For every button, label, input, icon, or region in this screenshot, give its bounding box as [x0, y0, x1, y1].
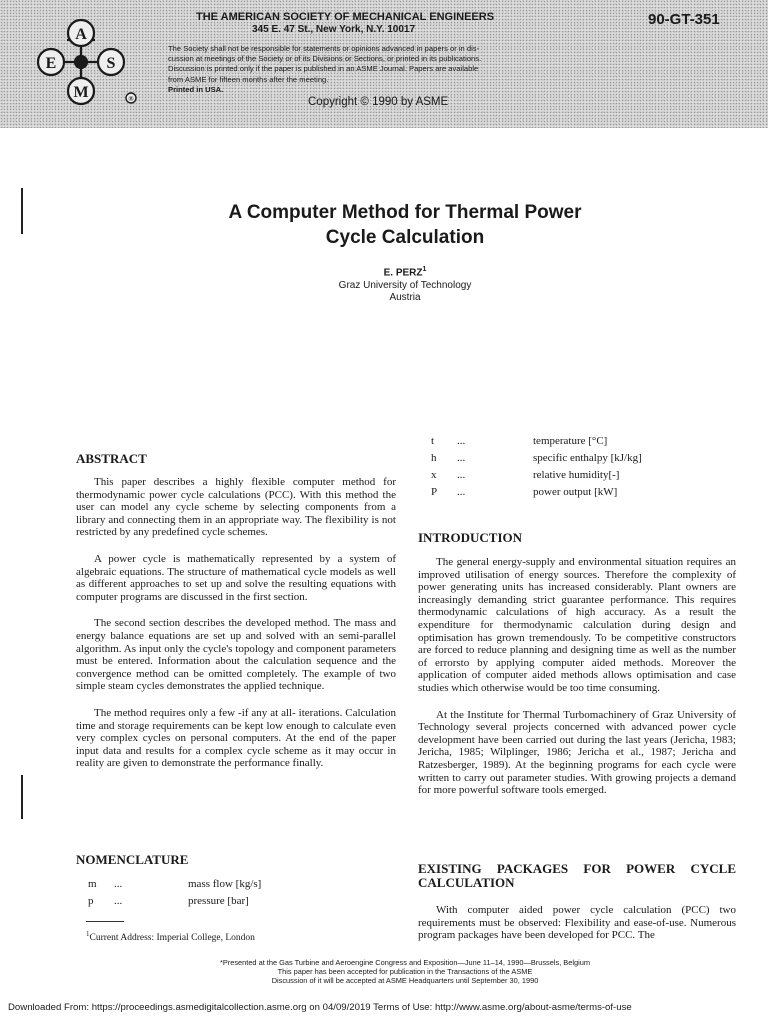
logo-letter-a: A [75, 26, 87, 43]
nomenclature-row [431, 452, 731, 469]
nomenclature-row [431, 486, 731, 503]
abstract-paragraph: The second section describes the developed method. The mass and energy balance equations are set up and solved with an semi-parallel algorithm. As input only the cycle's topology and component parameters must be entered. Information about the calculation sequence and the convergence method can be omitted completely. The example of two simple steam cycles demonstrates the applied technique. [76, 617, 396, 693]
org-name: THE AMERICAN SOCIETY OF MECHANICAL ENGINEERS [196, 11, 495, 23]
presentation-line: Discussion of it will be accepted at ASME Headquarters until September 30, 1990 [271, 976, 539, 985]
nomenclature-row [431, 435, 731, 452]
margin-bar [21, 775, 23, 819]
footnote-text: Current Address: Imperial College, London [89, 933, 255, 944]
disclaimer-line: Printed in USA. [168, 84, 224, 94]
nom-definition: relative humidity[-] [533, 469, 620, 481]
disclaimer [168, 44, 548, 95]
paper-number: 90-GT-351 [648, 11, 720, 28]
nom-dots: ... [457, 452, 466, 464]
footnote [86, 930, 255, 943]
disclaimer-line: The Society shall not be responsible for statements or opinions advanced in papers or in dis- [168, 44, 480, 53]
author-name-line [230, 264, 580, 280]
abstract-body [76, 476, 396, 784]
nom-dots: ... [114, 878, 123, 890]
introduction-paragraph: At the Institute for Thermal Turbomachinery of Graz University of Technology several projects concerned with advanced power cycle development have been carried out during the last years (Jericha, 1983; Jericha, 1985; Wilplinger, 1986; Jericha et al., 1987; Jericha and Ratzesberger, 1989). At the beginning programs for each cycle were written to carry out parameter studies. With growing projects a demand for more powerful software tools emerged. [418, 708, 736, 797]
existing-paragraph: With computer aided power cycle calculation (PCC) two requirements must be observed: Flexibility and ease-of-use. Numerous program packages have been developed for PCC. The [418, 904, 736, 942]
margin-bar [21, 188, 23, 234]
nom-definition: specific enthalpy [kJ/kg] [533, 452, 642, 464]
nomenclature-right [431, 435, 731, 503]
abstract-heading: ABSTRACT [76, 451, 147, 466]
title-line: Cycle Calculation [325, 227, 485, 248]
author-name: E. PERZ [383, 267, 423, 279]
footnote-sup: 1 [86, 930, 90, 938]
introduction-heading: INTRODUCTION [418, 530, 523, 545]
country: Austria [389, 292, 421, 304]
nom-dots: ... [457, 469, 466, 481]
abstract-paragraph: The method requires only a few -if any at all- iterations. Calculation time and storage requirements can be kept low enough to calculate even very complex cycles on personal computers. At the end of the paper input data and results for a complex cycle scheme as it may occur in reality are given to demonstrate the performance finally. [76, 706, 396, 770]
nomenclature-row [88, 878, 388, 895]
presentation-line: This paper has been accepted for publication in the Transactions of the ASME [277, 967, 533, 976]
logo-letter-e: E [45, 55, 57, 72]
nom-definition: power output [kW] [533, 486, 618, 498]
existing-heading-line: CALCULATION [418, 875, 515, 890]
nom-symbol: x [431, 469, 437, 481]
org-address: 345 E. 47 St., New York, N.Y. 10017 [252, 24, 416, 35]
disclaimer-line: from ASME for fifteen months after the meeting. [168, 74, 329, 84]
copyright: Copyright © 1990 by ASME [308, 96, 449, 108]
affiliation: Graz University of Technology [338, 279, 472, 291]
abstract-paragraph: A power cycle is mathematically represented by a system of algebraic equations. The structure of mathematical cycle models as well as different approaches to set up and solve the resulting equations with computer programs are discussed in the first section. [76, 552, 396, 603]
nom-definition: mass flow [kg/s] [188, 878, 262, 890]
nomenclature-row [88, 895, 388, 912]
nom-symbol: m [88, 878, 97, 890]
author-sup: 1 [422, 266, 427, 273]
nom-symbol: t [431, 435, 435, 447]
nomenclature-row [431, 469, 731, 486]
introduction-body [418, 556, 736, 811]
title-line: A Computer Method for Thermal Power [228, 202, 582, 223]
nomenclature-left [88, 878, 388, 912]
disclaimer-line: cussion at meetings of the Society or of its Divisions or Sections, or printed in its publications. [168, 54, 482, 64]
nom-definition: temperature [°C] [533, 435, 608, 447]
nomenclature-heading: NOMENCLATURE [76, 852, 189, 867]
presentation-note [150, 958, 660, 985]
nom-symbol: p [88, 895, 94, 907]
nom-dots: ... [457, 435, 466, 447]
existing-heading-line: EXISTING PACKAGES FOR POWER CYCLE [418, 861, 736, 876]
disclaimer-line: Discussion is printed only if the paper is published in an ASME Journal. Papers are available [168, 64, 479, 74]
logo-letter-s: S [106, 55, 116, 72]
introduction-paragraph: The general energy-supply and environmental situation requires an improved utilisation of energy sources. Therefore the complexity of power generating units has increased considerably. Plant owners are increasingly demanding strict guarantee performance. This requires thermodynamic calculations of high accuracy. As a result the expenditure for thermodynamic calculation during design and optimisation has grown tremendously. To be competitive constructors are forced to reduce planning and designing time as well as the number of errorsto by applying computer aided methods. Moreover the application of computer aided methods allows optimisation and case studies which otherwise would be too time consuming. [418, 556, 736, 694]
logo-registered: ® [128, 95, 134, 103]
nom-symbol: P [431, 486, 438, 498]
presentation-line: *Presented at the Gas Turbine and Aeroengine Congress and Exposition—June 11–14, 1990—Brussels, Belgium [219, 958, 591, 967]
nom-definition: pressure [bar] [188, 895, 249, 907]
abstract-paragraph: This paper describes a highly flexible computer method for thermodynamic power cycle calculations (PCC). With this method the user can model any cycle scheme by selecting components from a library and connecting them in an appropriate way. The flexibility is not restricted by any predefined cycle schemes. [76, 476, 396, 539]
nom-symbol: h [431, 452, 437, 464]
download-line: Downloaded From: https://proceedings.asmedigitalcollection.asme.org on 04/09/2019 Terms of Use: http://www.asme.org/about-asme/terms-of-use [8, 1002, 632, 1013]
existing-heading [418, 862, 736, 890]
nom-dots: ... [457, 486, 466, 498]
paper-title [150, 200, 660, 250]
nom-dots: ... [114, 895, 123, 907]
existing-body [418, 904, 736, 942]
asme-logo [22, 16, 140, 108]
logo-letter-m: M [73, 84, 89, 101]
footnote-rule [86, 921, 124, 922]
author-block [230, 264, 580, 305]
